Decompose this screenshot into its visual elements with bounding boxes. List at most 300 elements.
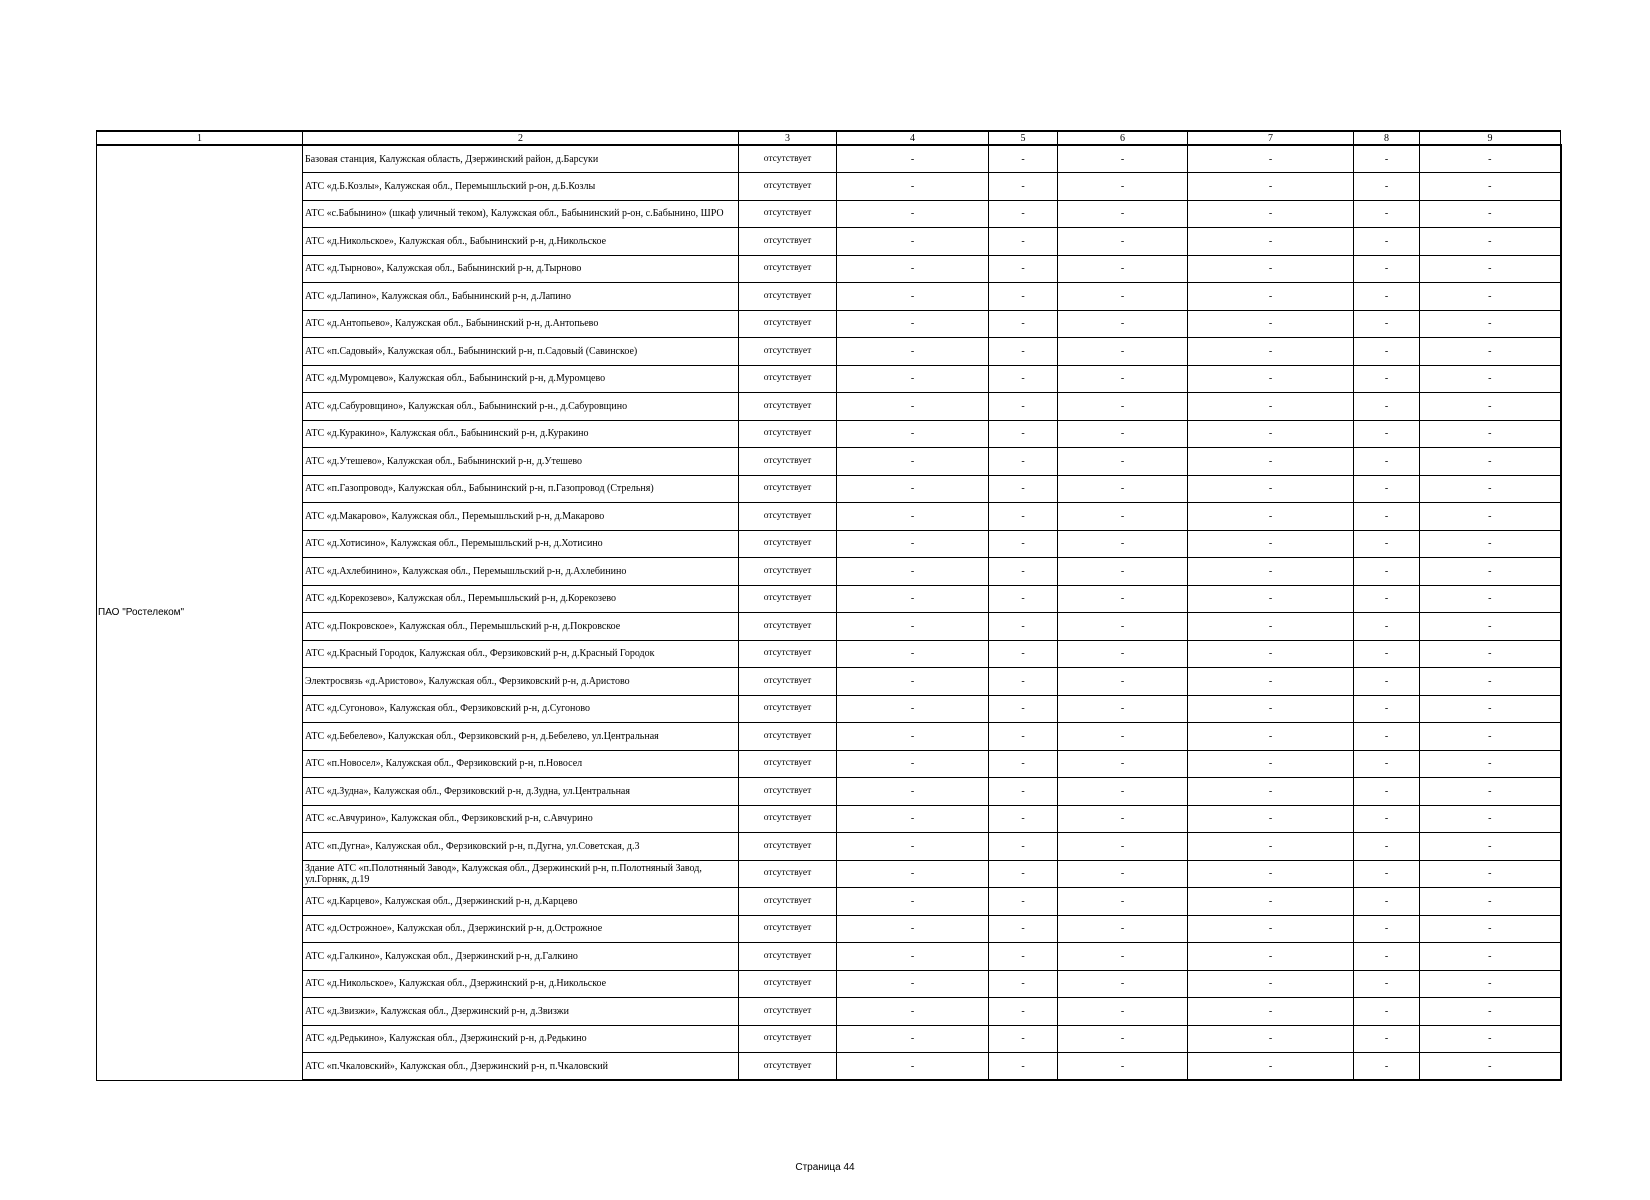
table-row [97,1053,1561,1081]
value-cell-col-9: - [1420,750,1561,778]
status-cell: отсутствует [739,255,837,283]
value-cell-col-8: - [1354,888,1420,916]
value-cell-col-4: - [837,503,989,531]
value-cell-col-8: - [1354,145,1420,173]
status-cell: отсутствует [739,145,837,173]
value-cell-col-4: - [837,695,989,723]
object-name-cell: АТС «д.Никольское», Калужская обл., Бабынинский р-н, д.Никольское [303,228,739,256]
value-cell-col-7: - [1188,695,1354,723]
table-row [97,778,1561,806]
value-cell-col-9: - [1420,970,1561,998]
value-cell-col-9: - [1420,393,1561,421]
value-cell-col-6: - [1058,998,1188,1026]
value-cell-col-7: - [1188,805,1354,833]
status-cell: отсутствует [739,558,837,586]
value-cell-col-8: - [1354,970,1420,998]
value-cell-col-4: - [837,228,989,256]
value-cell-col-9: - [1420,365,1561,393]
value-cell-col-9: - [1420,778,1561,806]
object-name-cell: АТС «д.Сабуровщино», Калужская обл., Бабынинский р-н., д.Сабуровщино [303,393,739,421]
object-name-cell: АТС «д.Никольское», Калужская обл., Дзержинский р-н, д.Никольское [303,970,739,998]
value-cell-col-7: - [1188,283,1354,311]
value-cell-col-5: - [989,145,1058,173]
value-cell-col-4: - [837,283,989,311]
value-cell-col-8: - [1354,530,1420,558]
status-cell: отсутствует [739,695,837,723]
value-cell-col-6: - [1058,585,1188,613]
table-row [97,1025,1561,1053]
value-cell-col-7: - [1188,255,1354,283]
value-cell-col-8: - [1354,750,1420,778]
table-row [97,668,1561,696]
value-cell-col-9: - [1420,833,1561,861]
value-cell-col-9: - [1420,998,1561,1026]
value-cell-col-4: - [837,805,989,833]
value-cell-col-7: - [1188,750,1354,778]
object-name-cell: АТС «п.Дугна», Калужская обл., Ферзиковский р-н, п.Дугна, ул.Советская, д.3 [303,833,739,861]
column-header-5: 5 [989,131,1058,145]
status-cell: отсутствует [739,915,837,943]
value-cell-col-6: - [1058,173,1188,201]
value-cell-col-7: - [1188,365,1354,393]
value-cell-col-7: - [1188,393,1354,421]
table-row [97,420,1561,448]
value-cell-col-4: - [837,888,989,916]
value-cell-col-7: - [1188,970,1354,998]
value-cell-col-4: - [837,943,989,971]
value-cell-col-6: - [1058,805,1188,833]
value-cell-col-8: - [1354,695,1420,723]
organization-cell: ПАО "Ростелеком" [97,145,303,1080]
value-cell-col-8: - [1354,915,1420,943]
table-row [97,915,1561,943]
value-cell-col-4: - [837,750,989,778]
status-cell: отсутствует [739,860,837,888]
object-name-cell: АТС «д.Редькино», Калужская обл., Дзержинский р-н, д.Редькино [303,1025,739,1053]
value-cell-col-5: - [989,668,1058,696]
value-cell-col-4: - [837,310,989,338]
value-cell-col-5: - [989,613,1058,641]
value-cell-col-8: - [1354,283,1420,311]
status-cell: отсутствует [739,530,837,558]
column-header-8: 8 [1354,131,1420,145]
value-cell-col-5: - [989,778,1058,806]
table-row [97,338,1561,366]
value-cell-col-5: - [989,420,1058,448]
page-number: Страница 44 [795,1162,855,1173]
value-cell-col-9: - [1420,723,1561,751]
value-cell-col-5: - [989,1053,1058,1081]
object-name-cell: АТС «п.Садовый», Калужская обл., Бабынинский р-н, п.Садовый (Савинское) [303,338,739,366]
table-row [97,943,1561,971]
value-cell-col-6: - [1058,558,1188,586]
value-cell-col-8: - [1354,723,1420,751]
value-cell-col-4: - [837,613,989,641]
object-name-cell: АТС «д.Карцево», Калужская обл., Дзержинский р-н, д.Карцево [303,888,739,916]
table-row [97,723,1561,751]
value-cell-col-9: - [1420,255,1561,283]
value-cell-col-7: - [1188,503,1354,531]
object-name-cell: АТС «д.Острожное», Калужская обл., Дзержинский р-н, д.Острожное [303,915,739,943]
status-cell: отсутствует [739,448,837,476]
value-cell-col-5: - [989,200,1058,228]
status-cell: отсутствует [739,420,837,448]
value-cell-col-6: - [1058,255,1188,283]
table-row [97,200,1561,228]
object-name-cell: АТС «д.Тырново», Калужская обл., Бабынинский р-н, д.Тырново [303,255,739,283]
value-cell-col-4: - [837,668,989,696]
value-cell-col-6: - [1058,943,1188,971]
table-body [97,145,1561,1080]
table-row [97,228,1561,256]
value-cell-col-4: - [837,393,989,421]
value-cell-col-7: - [1188,833,1354,861]
value-cell-col-5: - [989,970,1058,998]
value-cell-col-4: - [837,200,989,228]
table-row [97,970,1561,998]
table-row [97,998,1561,1026]
value-cell-col-9: - [1420,805,1561,833]
value-cell-col-7: - [1188,558,1354,586]
value-cell-col-5: - [989,860,1058,888]
value-cell-col-7: - [1188,613,1354,641]
value-cell-col-7: - [1188,200,1354,228]
value-cell-col-8: - [1354,833,1420,861]
table-row [97,365,1561,393]
value-cell-col-6: - [1058,640,1188,668]
value-cell-col-6: - [1058,228,1188,256]
value-cell-col-9: - [1420,420,1561,448]
object-name-cell: АТС «д.Утешево», Калужская обл., Бабынинский р-н, д.Утешево [303,448,739,476]
value-cell-col-6: - [1058,778,1188,806]
value-cell-col-6: - [1058,310,1188,338]
column-header-1: 1 [97,131,303,145]
value-cell-col-4: - [837,475,989,503]
value-cell-col-6: - [1058,888,1188,916]
value-cell-col-7: - [1188,915,1354,943]
value-cell-col-5: - [989,338,1058,366]
status-cell: отсутствует [739,200,837,228]
table-row [97,613,1561,641]
value-cell-col-7: - [1188,530,1354,558]
status-cell: отсутствует [739,475,837,503]
table-row [97,255,1561,283]
value-cell-col-6: - [1058,145,1188,173]
table-header [97,131,1561,145]
column-header-6: 6 [1058,131,1188,145]
value-cell-col-5: - [989,283,1058,311]
value-cell-col-4: - [837,998,989,1026]
object-name-cell: АТС «д.Лапино», Калужская обл., Бабынинский р-н, д.Лапино [303,283,739,311]
value-cell-col-7: - [1188,943,1354,971]
value-cell-col-6: - [1058,365,1188,393]
value-cell-col-4: - [837,448,989,476]
status-cell: отсутствует [739,585,837,613]
status-cell: отсутствует [739,833,837,861]
value-cell-col-5: - [989,585,1058,613]
value-cell-col-4: - [837,145,989,173]
value-cell-col-4: - [837,860,989,888]
value-cell-col-6: - [1058,915,1188,943]
value-cell-col-9: - [1420,695,1561,723]
value-cell-col-6: - [1058,1053,1188,1081]
object-name-cell: АТС «д.Макарово», Калужская обл., Перемышльский р-н, д.Макарово [303,503,739,531]
value-cell-col-7: - [1188,1025,1354,1053]
value-cell-col-7: - [1188,338,1354,366]
value-cell-col-7: - [1188,640,1354,668]
value-cell-col-5: - [989,503,1058,531]
table-row [97,805,1561,833]
value-cell-col-5: - [989,228,1058,256]
object-name-cell: АТС «д.Галкино», Калужская обл., Дзержинский р-н, д.Галкино [303,943,739,971]
value-cell-col-6: - [1058,338,1188,366]
value-cell-col-5: - [989,695,1058,723]
value-cell-col-4: - [837,585,989,613]
value-cell-col-9: - [1420,145,1561,173]
status-cell: отсутствует [739,1053,837,1081]
status-cell: отсутствует [739,310,837,338]
value-cell-col-4: - [837,778,989,806]
table-row [97,860,1561,888]
value-cell-col-6: - [1058,860,1188,888]
value-cell-col-9: - [1420,668,1561,696]
value-cell-col-5: - [989,365,1058,393]
value-cell-col-7: - [1188,668,1354,696]
status-cell: отсутствует [739,173,837,201]
value-cell-col-4: - [837,173,989,201]
value-cell-col-4: - [837,1025,989,1053]
value-cell-col-7: - [1188,420,1354,448]
value-cell-col-8: - [1354,448,1420,476]
value-cell-col-9: - [1420,338,1561,366]
value-cell-col-5: - [989,530,1058,558]
table-row [97,283,1561,311]
object-name-cell: АТС «д.Бебелево», Калужская обл., Ферзиковский р-н, д.Бебелево, ул.Центральная [303,723,739,751]
value-cell-col-8: - [1354,420,1420,448]
value-cell-col-9: - [1420,503,1561,531]
value-cell-col-5: - [989,255,1058,283]
value-cell-col-8: - [1354,805,1420,833]
table-row [97,448,1561,476]
object-name-cell: АТС «д.Хотисино», Калужская обл., Перемышльский р-н, д.Хотисино [303,530,739,558]
value-cell-col-5: - [989,310,1058,338]
value-cell-col-7: - [1188,145,1354,173]
object-name-cell: Базовая станция, Калужская область, Дзержинский район, д.Барсуки [303,145,739,173]
table-row [97,475,1561,503]
value-cell-col-5: - [989,888,1058,916]
object-name-cell: АТС «д.Ахлебинино», Калужская обл., Перемышльский р-н, д.Ахлебинино [303,558,739,586]
value-cell-col-4: - [837,640,989,668]
value-cell-col-5: - [989,1025,1058,1053]
status-cell: отсутствует [739,668,837,696]
value-cell-col-6: - [1058,420,1188,448]
column-header-3: 3 [739,131,837,145]
object-name-cell: Электросвязь «д.Аристово», Калужская обл., Ферзиковский р-н, д.Аристово [303,668,739,696]
value-cell-col-6: - [1058,475,1188,503]
table-row [97,310,1561,338]
object-name-cell: АТС «п.Газопровод», Калужская обл., Бабынинский р-н, п.Газопровод (Стрельня) [303,475,739,503]
table-row [97,585,1561,613]
value-cell-col-8: - [1354,585,1420,613]
value-cell-col-4: - [837,530,989,558]
table-row [97,750,1561,778]
value-cell-col-8: - [1354,778,1420,806]
value-cell-col-5: - [989,558,1058,586]
value-cell-col-5: - [989,998,1058,1026]
value-cell-col-4: - [837,365,989,393]
value-cell-col-5: - [989,750,1058,778]
column-header-9: 9 [1420,131,1561,145]
value-cell-col-9: - [1420,1053,1561,1081]
value-cell-col-6: - [1058,530,1188,558]
object-name-cell: АТС «с.Бабынино» (шкаф уличный теком), Калужская обл., Бабынинский р-он, с.Бабынино, ШРО [303,200,739,228]
object-name-cell: Здание АТС «п.Полотняный Завод», Калужская обл., Дзержинский р-н, п.Полотняный Завод, ул.Горняк, д.19 [303,860,739,888]
status-cell: отсутствует [739,393,837,421]
table-row [97,888,1561,916]
value-cell-col-9: - [1420,585,1561,613]
value-cell-col-8: - [1354,998,1420,1026]
value-cell-col-7: - [1188,228,1354,256]
value-cell-col-8: - [1354,255,1420,283]
value-cell-col-7: - [1188,1053,1354,1081]
value-cell-col-6: - [1058,448,1188,476]
value-cell-col-4: - [837,723,989,751]
value-cell-col-6: - [1058,503,1188,531]
value-cell-col-8: - [1354,228,1420,256]
value-cell-col-6: - [1058,283,1188,311]
value-cell-col-4: - [837,558,989,586]
value-cell-col-9: - [1420,173,1561,201]
object-name-cell: АТС «д.Куракино», Калужская обл., Бабынинский р-н, д.Куракино [303,420,739,448]
value-cell-col-8: - [1354,503,1420,531]
value-cell-col-5: - [989,475,1058,503]
value-cell-col-9: - [1420,943,1561,971]
column-header-2: 2 [303,131,739,145]
data-table [96,130,1562,1081]
object-name-cell: АТС «д.Красный Городок, Калужская обл., Ферзиковский р-н, д.Красный Городок [303,640,739,668]
value-cell-col-8: - [1354,860,1420,888]
value-cell-col-4: - [837,1053,989,1081]
object-name-cell: АТС «д.Зудна», Калужская обл., Ферзиковский р-н, д.Зудна, ул.Центральная [303,778,739,806]
value-cell-col-6: - [1058,613,1188,641]
value-cell-col-4: - [837,338,989,366]
value-cell-col-4: - [837,970,989,998]
column-header-7: 7 [1188,131,1354,145]
value-cell-col-5: - [989,173,1058,201]
status-cell: отсутствует [739,778,837,806]
object-name-cell: АТС «д.Покровское», Калужская обл., Перемышльский р-н, д.Покровское [303,613,739,641]
table-row [97,530,1561,558]
value-cell-col-7: - [1188,888,1354,916]
value-cell-col-9: - [1420,310,1561,338]
value-cell-col-5: - [989,448,1058,476]
value-cell-col-9: - [1420,558,1561,586]
status-cell: отсутствует [739,1025,837,1053]
value-cell-col-9: - [1420,860,1561,888]
table-row [97,640,1561,668]
table-row [97,503,1561,531]
value-cell-col-5: - [989,915,1058,943]
status-cell: отсутствует [739,750,837,778]
table-row [97,695,1561,723]
value-cell-col-8: - [1354,943,1420,971]
status-cell: отсутствует [739,723,837,751]
status-cell: отсутствует [739,640,837,668]
value-cell-col-6: - [1058,668,1188,696]
value-cell-col-9: - [1420,448,1561,476]
value-cell-col-7: - [1188,310,1354,338]
value-cell-col-7: - [1188,860,1354,888]
value-cell-col-8: - [1354,393,1420,421]
value-cell-col-6: - [1058,1025,1188,1053]
status-cell: отсутствует [739,970,837,998]
value-cell-col-6: - [1058,833,1188,861]
value-cell-col-9: - [1420,1025,1561,1053]
value-cell-col-8: - [1354,475,1420,503]
status-cell: отсутствует [739,338,837,366]
value-cell-col-7: - [1188,723,1354,751]
value-cell-col-5: - [989,393,1058,421]
value-cell-col-9: - [1420,228,1561,256]
value-cell-col-7: - [1188,778,1354,806]
value-cell-col-6: - [1058,695,1188,723]
value-cell-col-9: - [1420,200,1561,228]
value-cell-col-9: - [1420,915,1561,943]
object-name-cell: АТС «д.Муромцево», Калужская обл., Бабынинский р-н, д.Муромцево [303,365,739,393]
value-cell-col-9: - [1420,530,1561,558]
value-cell-col-9: - [1420,640,1561,668]
status-cell: отсутствует [739,805,837,833]
status-cell: отсутствует [739,283,837,311]
value-cell-col-4: - [837,915,989,943]
value-cell-col-7: - [1188,448,1354,476]
value-cell-col-6: - [1058,393,1188,421]
value-cell-col-5: - [989,640,1058,668]
value-cell-col-6: - [1058,750,1188,778]
value-cell-col-8: - [1354,200,1420,228]
table-row [97,833,1561,861]
object-name-cell: АТС «п.Чкаловский», Калужская обл., Дзержинский р-н, п.Чкаловский [303,1053,739,1081]
status-cell: отсутствует [739,613,837,641]
value-cell-col-8: - [1354,613,1420,641]
status-cell: отсутствует [739,998,837,1026]
value-cell-col-7: - [1188,585,1354,613]
value-cell-col-8: - [1354,173,1420,201]
table-row [97,558,1561,586]
value-cell-col-8: - [1354,558,1420,586]
value-cell-col-8: - [1354,1053,1420,1081]
value-cell-col-7: - [1188,475,1354,503]
object-name-cell: АТС «д.Корекозево», Калужская обл., Перемышльский р-н, д.Корекозево [303,585,739,613]
value-cell-col-6: - [1058,723,1188,751]
value-cell-col-6: - [1058,200,1188,228]
object-name-cell: АТС «д.Б.Козлы», Калужская обл., Перемышльский р-он, д.Б.Козлы [303,173,739,201]
table-row [97,173,1561,201]
value-cell-col-6: - [1058,970,1188,998]
object-name-cell: АТС «с.Авчурино», Калужская обл., Ферзиковский р-н, с.Авчурино [303,805,739,833]
value-cell-col-8: - [1354,365,1420,393]
object-name-cell: АТС «д.Звизжи», Калужская обл., Дзержинский р-н, д.Звизжи [303,998,739,1026]
value-cell-col-5: - [989,723,1058,751]
value-cell-col-9: - [1420,613,1561,641]
value-cell-col-9: - [1420,888,1561,916]
object-name-cell: АТС «п.Новосел», Калужская обл., Ферзиковский р-н, п.Новосел [303,750,739,778]
value-cell-col-5: - [989,805,1058,833]
status-cell: отсутствует [739,888,837,916]
value-cell-col-8: - [1354,338,1420,366]
value-cell-col-7: - [1188,173,1354,201]
value-cell-col-9: - [1420,283,1561,311]
